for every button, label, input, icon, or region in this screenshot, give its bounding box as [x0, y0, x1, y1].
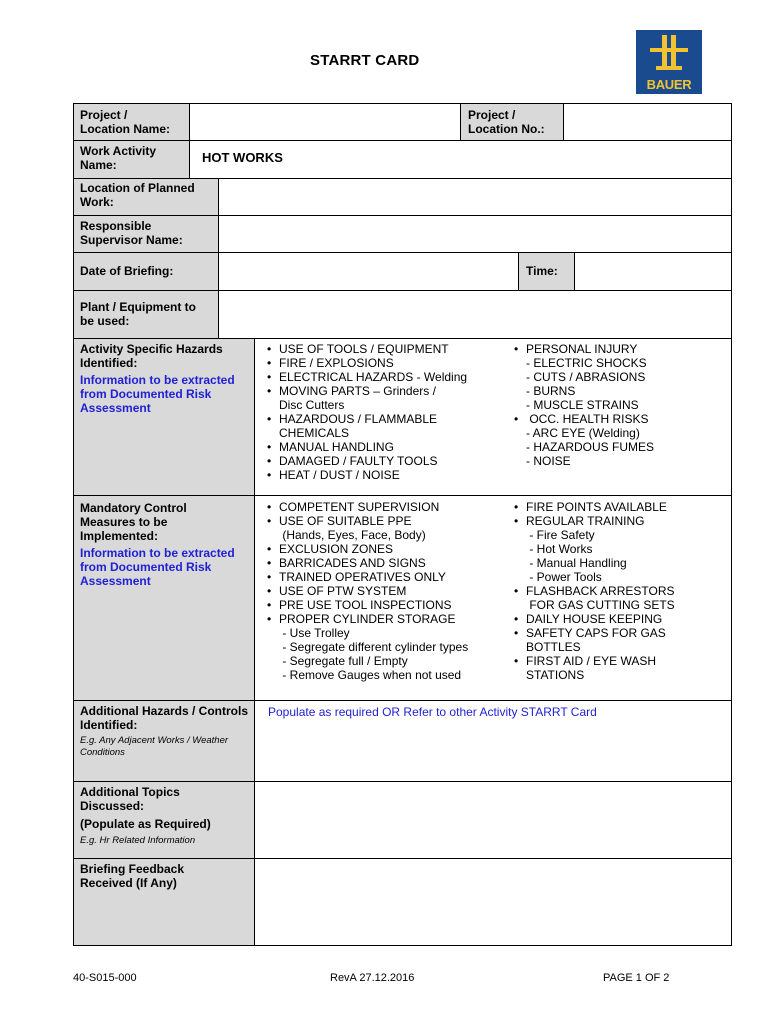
list-item-text: - Segregate different cylinder types — [279, 640, 469, 654]
list-item-text: MANUAL HANDLING — [279, 440, 394, 454]
bullet-icon: • — [514, 342, 519, 356]
work-activity-label: Work Activity Name: — [80, 144, 157, 172]
controls-label-cell — [74, 496, 255, 700]
bullet-icon: • — [514, 626, 519, 640]
bullet-icon: • — [267, 584, 272, 598]
list-item-text: FOR GAS CUTTING SETS — [526, 598, 675, 612]
list-item — [267, 454, 467, 468]
list-item — [514, 626, 675, 640]
bullet-icon: • — [267, 542, 272, 556]
list-item-text: FIRE / EXPLOSIONS — [279, 356, 394, 370]
page-title: STARRT CARD — [310, 52, 420, 69]
list-item — [267, 640, 468, 654]
list-item-text: - Power Tools — [526, 570, 602, 584]
footer-page: PAGE 1 OF 2 — [603, 972, 670, 984]
list-item — [514, 426, 654, 440]
controls-label: Mandatory Control Measures to be Implemented: — [80, 501, 187, 543]
list-item-text: FIRE POINTS AVAILABLE — [526, 500, 667, 514]
project-location-name-label-cell — [74, 104, 190, 140]
hazards-left-list — [267, 342, 467, 482]
list-item — [267, 598, 468, 612]
logo-text: BAUER — [646, 77, 692, 92]
list-item — [514, 612, 675, 626]
list-item — [514, 356, 654, 370]
plant-label: Plant / Equipment to be used: — [80, 300, 196, 328]
list-item — [267, 654, 468, 668]
list-item-text: - Segregate full / Empty — [279, 654, 408, 668]
list-item — [267, 342, 467, 356]
list-item — [267, 542, 468, 556]
list-item — [267, 584, 468, 598]
list-item — [267, 440, 467, 454]
list-item-text: MOVING PARTS – Grinders / — [279, 384, 436, 398]
bullet-icon: • — [514, 612, 519, 626]
list-item — [267, 468, 467, 482]
bullet-icon: • — [267, 384, 272, 398]
hazards-right-list — [514, 342, 654, 468]
list-item-text: FIRST AID / EYE WASH — [526, 654, 657, 668]
bullet-icon: • — [267, 514, 272, 528]
list-item-text: ELECTRICAL HAZARDS - Welding — [279, 370, 468, 384]
bullet-icon: • — [514, 500, 519, 514]
list-item — [267, 612, 468, 626]
list-item — [514, 570, 675, 584]
location-planned-field[interactable] — [219, 179, 731, 215]
list-item-text: Disc Cutters — [279, 398, 345, 412]
bullet-icon: • — [267, 356, 272, 370]
list-item — [514, 384, 654, 398]
bullet-icon: • — [267, 468, 272, 482]
controls-note: Information to be extracted from Documented Risk Assessment — [80, 546, 235, 588]
additional-hazards-label-cell — [74, 701, 255, 781]
list-item — [514, 598, 675, 612]
list-item-text: TRAINED OPERATIVES ONLY — [279, 570, 446, 584]
list-item — [514, 370, 654, 384]
additional-hazards-field[interactable] — [255, 701, 731, 781]
list-item-text: HAZARDOUS / FLAMMABLE — [279, 412, 438, 426]
supervisor-field[interactable] — [219, 216, 731, 252]
list-item-text: OCC. HEALTH RISKS — [526, 412, 649, 426]
list-item — [514, 440, 654, 454]
list-item-text: - Manual Handling — [526, 556, 627, 570]
additional-hazards-value: Populate as required OR Refer to other Activity STARRT Card — [268, 705, 597, 719]
bullet-icon: • — [514, 584, 519, 598]
list-item — [514, 454, 654, 468]
additional-topics-label-cell — [74, 782, 255, 858]
list-item — [267, 412, 467, 426]
bullet-icon: • — [267, 370, 272, 384]
list-item-text: - ELECTRIC SHOCKS — [526, 356, 647, 370]
list-item-text: PRE USE TOOL INSPECTIONS — [279, 598, 452, 612]
date-label-cell — [74, 253, 219, 290]
list-item — [267, 384, 467, 398]
list-item-text: SAFETY CAPS FOR GAS — [526, 626, 666, 640]
project-location-no-label-cell — [460, 104, 564, 140]
plant-label-cell — [74, 291, 219, 338]
list-item-text: - ARC EYE (Welding) — [526, 426, 640, 440]
list-item — [267, 370, 467, 384]
work-activity-value: HOT WORKS — [202, 150, 283, 165]
additional-topics-field[interactable] — [255, 782, 731, 858]
list-item-text: DAILY HOUSE KEEPING — [526, 612, 663, 626]
date-label: Date of Briefing: — [80, 264, 174, 278]
controls-left-list — [267, 500, 468, 682]
bullet-icon: • — [514, 514, 519, 528]
project-location-no-field[interactable] — [564, 104, 731, 140]
list-item — [267, 626, 468, 640]
project-location-name-field[interactable] — [190, 104, 460, 140]
bullet-icon: • — [267, 454, 272, 468]
location-planned-label: Location of Planned Work: — [80, 181, 195, 209]
list-item-text: - HAZARDOUS FUMES — [526, 440, 655, 454]
bullet-icon: • — [267, 342, 272, 356]
list-item-text: EXCLUSION ZONES — [279, 542, 394, 556]
project-location-no-label: Project / Location No.: — [468, 108, 545, 136]
list-item-text: - Use Trolley — [279, 626, 350, 640]
list-item — [514, 584, 675, 598]
list-item — [267, 668, 468, 682]
list-item — [267, 398, 467, 412]
list-item — [514, 528, 675, 542]
list-item-text: - Remove Gauges when not used — [279, 668, 462, 682]
list-item — [267, 570, 468, 584]
list-item-text: - Hot Works — [526, 542, 593, 556]
bullet-icon: • — [267, 412, 272, 426]
list-item-text: - Fire Safety — [526, 528, 595, 542]
list-item — [267, 426, 467, 440]
list-item-text: (Hands, Eyes, Face, Body) — [279, 528, 426, 542]
list-item-text: HEAT / DUST / NOISE — [279, 468, 400, 482]
footer-revision: RevA 27.12.2016 — [330, 972, 415, 984]
bullet-icon: • — [514, 654, 519, 668]
bullet-icon: • — [267, 500, 272, 514]
footer-doc-no: 40-S015-000 — [73, 972, 137, 984]
list-item-text: STATIONS — [526, 668, 585, 682]
bullet-icon: • — [267, 440, 272, 454]
feedback-label-cell — [74, 859, 255, 945]
list-item-text: USE OF SUITABLE PPE — [279, 514, 412, 528]
list-item-text: - BURNS — [526, 384, 576, 398]
list-item-text: COMPETENT SUPERVISION — [279, 500, 440, 514]
additional-topics-label: Additional Topics Discussed: — [80, 785, 180, 813]
hazards-label: Activity Specific Hazards Identified: — [80, 342, 223, 370]
list-item — [514, 640, 675, 654]
list-item — [267, 500, 468, 514]
hazards-label-cell — [74, 339, 255, 495]
bullet-icon: • — [267, 598, 272, 612]
list-item — [514, 412, 654, 426]
list-item-text: - CUTS / ABRASIONS — [526, 370, 646, 384]
list-item — [514, 668, 675, 682]
work-activity-label-cell — [74, 141, 190, 178]
hazards-note: Information to be extracted from Documented Risk Assessment — [80, 373, 235, 415]
time-field[interactable] — [575, 253, 731, 290]
list-item — [514, 654, 675, 668]
list-item — [267, 556, 468, 570]
list-item-text: PERSONAL INJURY — [526, 342, 638, 356]
project-location-name-label: Project / Location Name: — [80, 108, 171, 136]
supervisor-label: Responsible Supervisor Name: — [80, 219, 183, 247]
list-item — [514, 514, 675, 528]
supervisor-label-cell — [74, 216, 219, 252]
list-item — [267, 514, 468, 528]
bullet-icon: • — [267, 556, 272, 570]
feedback-field[interactable] — [255, 859, 731, 945]
controls-content — [255, 496, 731, 700]
bauer-logo — [636, 30, 702, 94]
list-item-text: CHEMICALS — [279, 426, 350, 440]
date-field[interactable] — [219, 253, 518, 290]
list-item-text: DAMAGED / FAULTY TOOLS — [279, 454, 438, 468]
list-item — [267, 528, 468, 542]
hazards-content — [255, 339, 731, 495]
list-item — [514, 500, 675, 514]
controls-right-list — [514, 500, 675, 682]
list-item-text: FLASHBACK ARRESTORS — [526, 584, 675, 598]
bullet-icon: • — [514, 412, 519, 426]
list-item — [267, 356, 467, 370]
list-item-text: - NOISE — [526, 454, 571, 468]
time-label-cell — [518, 253, 575, 290]
list-item-text: BOTTLES — [526, 640, 581, 654]
bullet-icon: • — [267, 570, 272, 584]
plant-field[interactable] — [219, 291, 731, 338]
list-item — [514, 542, 675, 556]
list-item-text: REGULAR TRAINING — [526, 514, 645, 528]
list-item-text: - MUSCLE STRAINS — [526, 398, 639, 412]
additional-hazards-label: Additional Hazards / Controls Identified: — [80, 704, 249, 732]
list-item-text: USE OF PTW SYSTEM — [279, 584, 407, 598]
additional-hazards-note: E.g. Any Adjacent Works / Weather Conditions — [80, 735, 229, 758]
list-item-text: USE OF TOOLS / EQUIPMENT — [279, 342, 449, 356]
list-item — [514, 556, 675, 570]
work-activity-field[interactable] — [190, 141, 731, 178]
list-item-text: BARRICADES AND SIGNS — [279, 556, 426, 570]
list-item-text: PROPER CYLINDER STORAGE — [279, 612, 456, 626]
list-item — [514, 398, 654, 412]
time-label: Time: — [526, 264, 558, 278]
additional-topics-sub: (Populate as Required) — [80, 817, 211, 831]
bullet-icon: • — [267, 612, 272, 626]
list-item — [514, 342, 654, 356]
additional-topics-note: E.g. Hr Related Information — [80, 835, 196, 846]
location-planned-label-cell — [74, 179, 219, 215]
feedback-label: Briefing Feedback Received (If Any) — [80, 862, 185, 890]
